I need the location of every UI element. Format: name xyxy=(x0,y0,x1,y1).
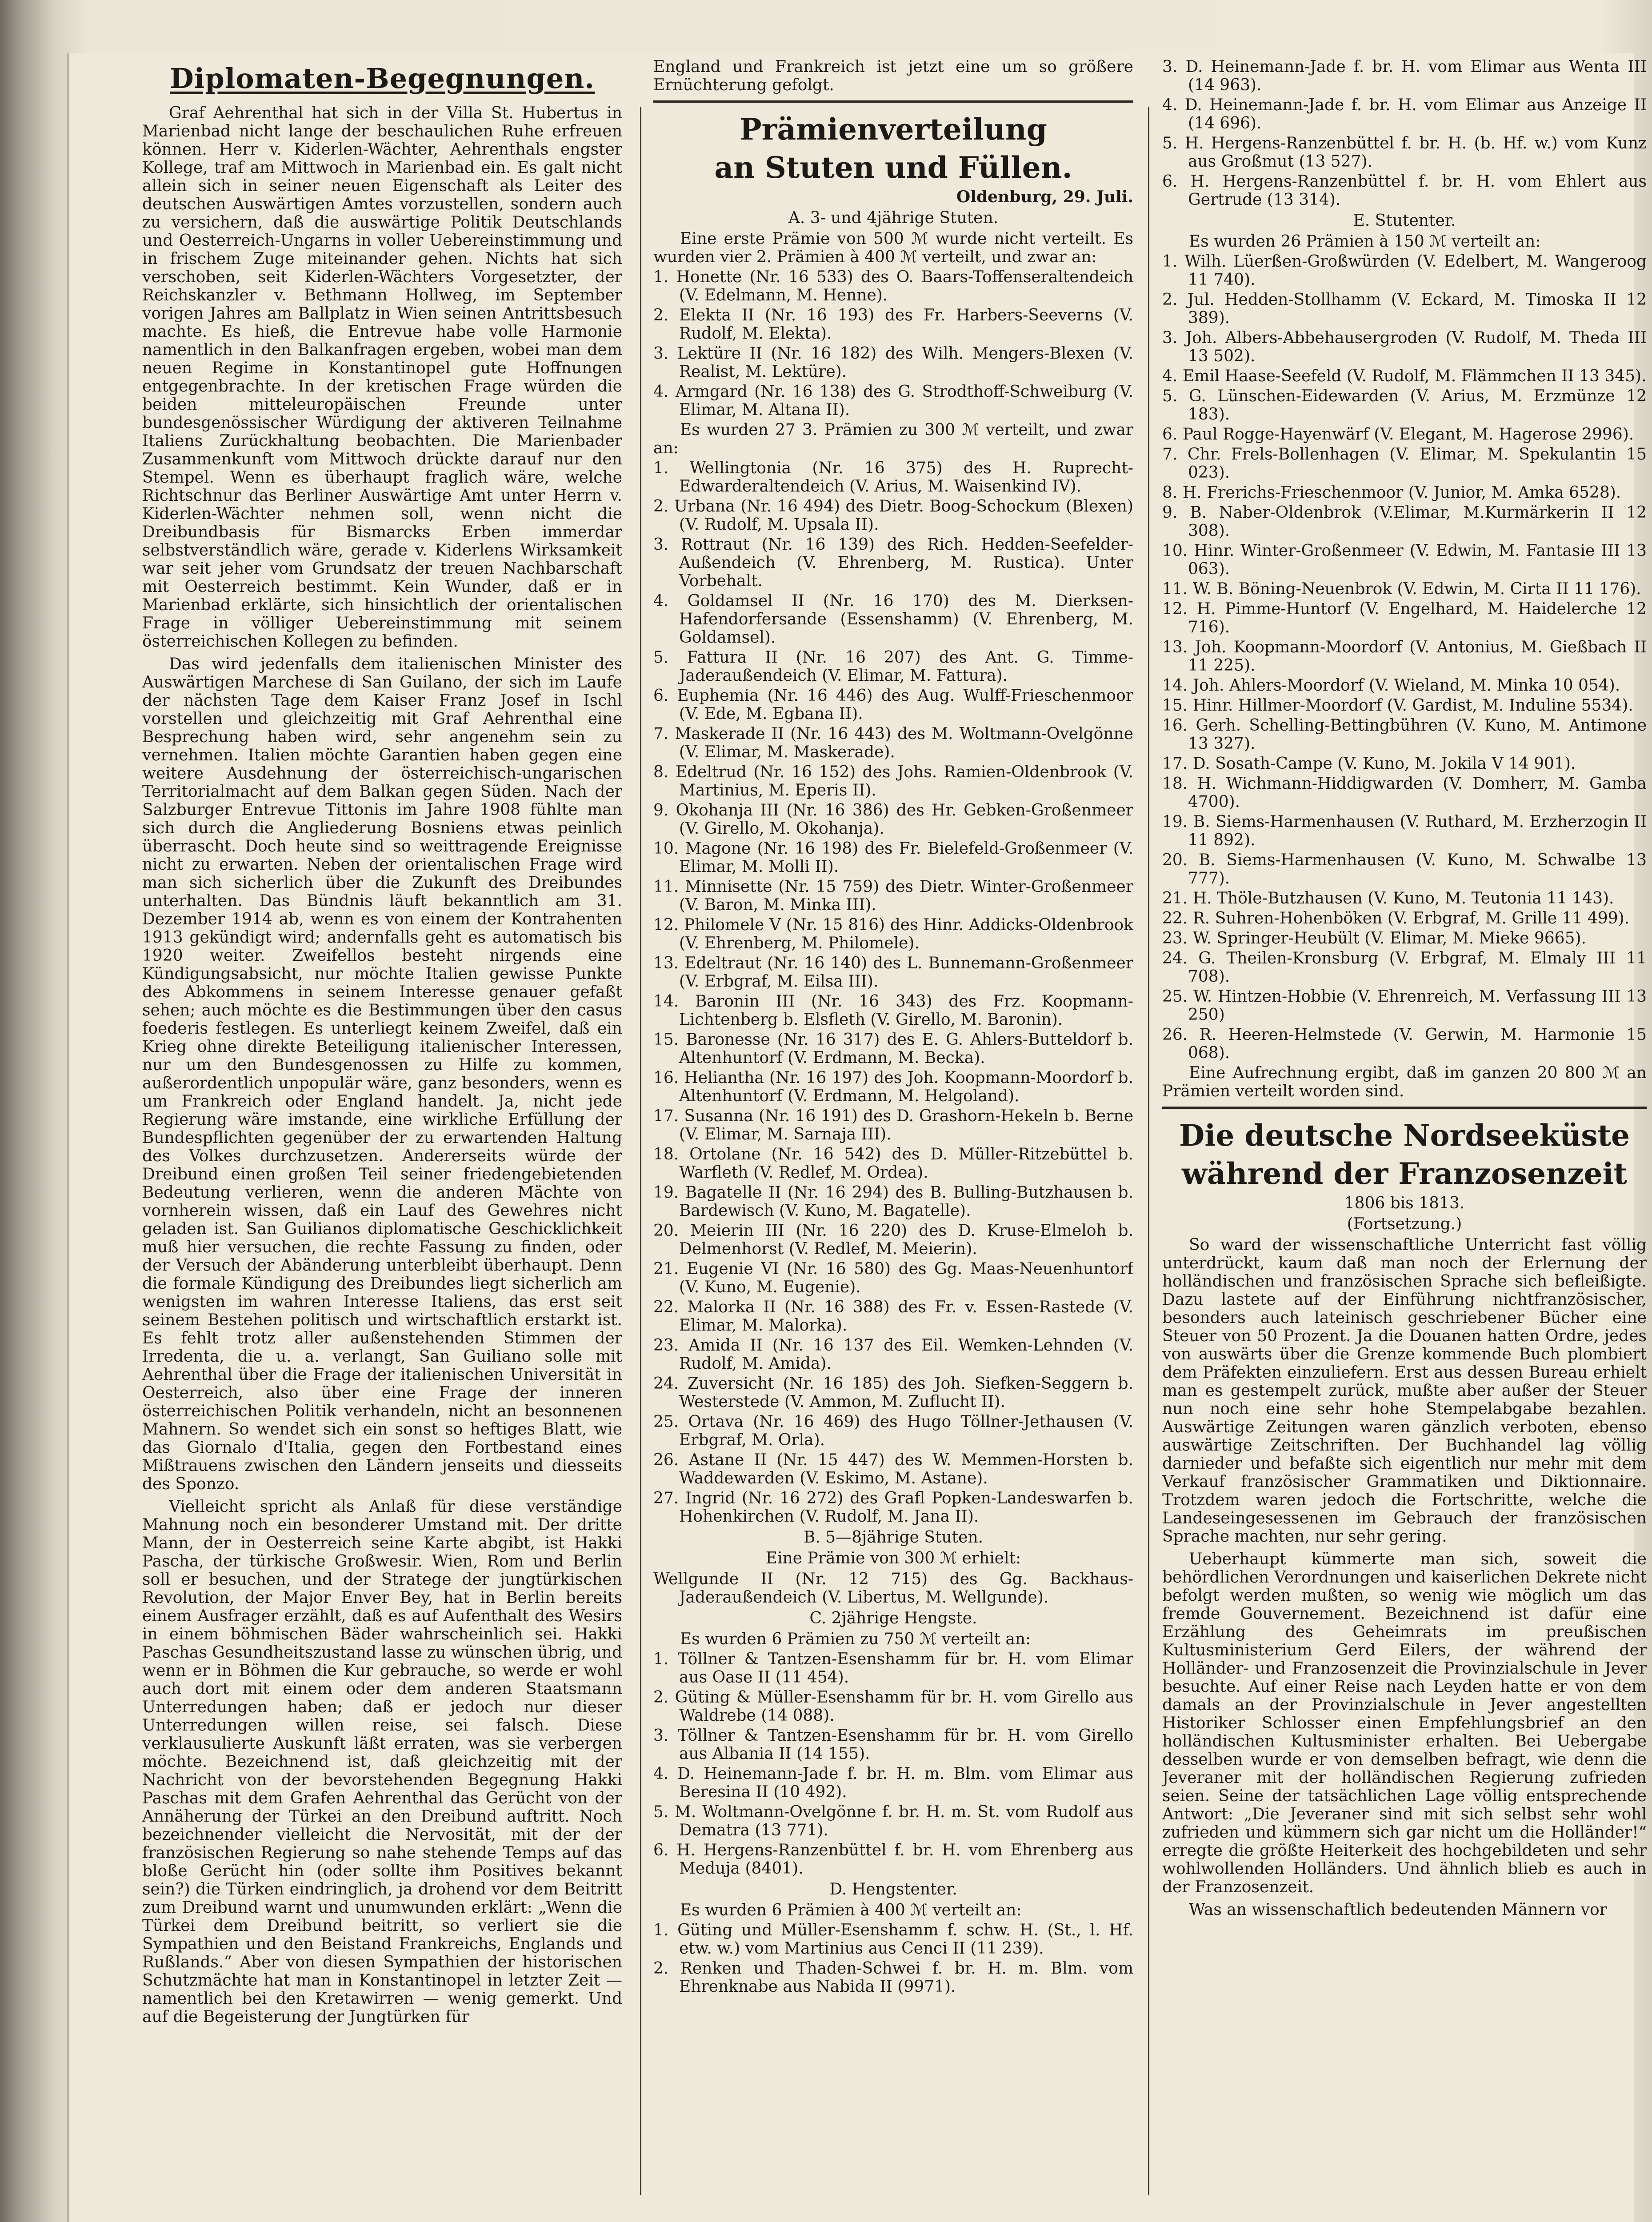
list-item: 6. Paul Rogge-Hayenwärf (V. Elegant, M. Hagerose 2996). xyxy=(1162,425,1634,444)
section-divider xyxy=(653,100,1133,103)
list-item: 3. Joh. Albers-Abbehausergroden (V. Rudolf, M. Theda III 13 502). xyxy=(1162,329,1647,365)
section-intro: Eine Prämie von 300 ℳ erhielt: xyxy=(765,1549,1021,1567)
list-item: 22. Malorka II (Nr. 16 388) des Fr. v. Essen-Rastede (V. Elimar, M. Malorka). xyxy=(653,1298,1133,1335)
article-paragraph: Vielleicht spricht als Anlaß für diese verständige Mahnung noch ein besonderer Umstand mit. Der dritte Mann, der in Oesterreich seine Karte abgibt, ist Hakki Pascha, der türkische Großwesir. Wien, Rom und Berlin soll er besuchen, und der Stratege der jungtürkischen Revolution, der Major Enver Bey, hat in Berlin bereits einem Ausfrager erzählt, daß es auf Aufenthalt des Wesirs in einem böhmischen Bäder wahrscheinlich sei. Hakki Paschas Gesundheitszustand lasse zu wünschen übrig, und wenn er in Böhmen die Kur gebrauche, so werde er wohl auch dort mit einem oder dem anderen Staatsmann Unterredungen haben; daß er jedoch nur dieser Unterredungen willen reise, sei falsch. Diese verklausulierte Auskunft läßt erraten, was sie verbergen möchte. Bezeichnend ist, daß gleichzeitig mit der Nachricht von der bevorstehenden Begegnung Hakki Paschas mit dem Grafen Aehrenthal das Gerücht von der Annäherung der Türkei an den Dreibund auftritt. Noch bezeichnender vielleicht die Nervosität, mit der der französischen Regierung so nahe stehende Temps auf das bloße Gerücht hin (oder sollte ihm Positives bekannt sein?) die Türken eindringlich, ja drohend vor dem Beitritt zum Dreibund warnt und unumwunden erklärt: „Wenn die Türkei dem Dreibund beitritt, so verliert sie die Sympathien und den Beistand Frankreichs, Englands und Rußlands.“ Aber von diesen Sympathien der historischen Schutzmächte hat man in Konstantinopel in letzter Zeit — namentlich bei den Kretawirren — wenig gemerkt. Und auf die Begeisterung der Jungtürken für xyxy=(142,1498,622,2026)
list-item: 3. Rottraut (Nr. 16 139) des Rich. Hedden-Seefelder-Außendeich (V. Ehrenberg, M. Rustica). Unter Vorbehalt. xyxy=(653,536,1133,590)
section-intro: Es wurden 6 Prämien zu 750 ℳ verteilt an: xyxy=(680,1630,1031,1648)
list-item: 5. G. Lünschen-Eidewarden (V. Arius, M. Erzmünze 12 183). xyxy=(1162,387,1647,424)
list-item: 12. H. Pimme-Huntorf (V. Engelhard, M. Haidelerche 12 716). xyxy=(1162,600,1647,636)
list-item: 1. Wilh. Lüerßen-Großwürden (V. Edelbert, M. Wangeroog 11 740). xyxy=(1162,252,1647,289)
list-item: 18. H. Wichmann-Hiddigwarden (V. Domherr, M. Gamba 4700). xyxy=(1162,775,1647,811)
article-title-nordsee-line1: Die deutsche Nordseeküste xyxy=(1179,1118,1630,1153)
section-heading-c: C. 2jährige Hengste. xyxy=(809,1609,977,1627)
article-paragraph: Ueberhaupt kümmerte man sich, soweit die behördlichen Verordnungen und kaiserlichen Dekrete nicht befolgt werden mußten, so wenig wie möglich um das fremde Gouvernement. Bezeichnend ist dafür eine Erzählung des Geheimrats im preußischen Kultusministerium Gerd Eilers, der während der Holländer- und Franzosenzeit die Provinzialschule in Jever besuchte. Auf einer Reise nach Leyden hatte er von dem damals an der Provinzialschule in Jever angestellten Historiker Schlosser einen Empfehlungsbrief an den holländischen Kultusminister erhalten. Bei Uebergabe desselben wurde er von demselben befragt, wie denn die Jeveraner mit der holländischen Regierung zufrieden seien. Seine der tatsächlichen Lage völlig entsprechende Antwort: „Die Jeveraner sind mit sich selbst sehr wohl zufrieden und kümmern sich gar nicht um die Holländer!“ erregte die größte Heiterkeit des hochgebildeten und sehr wohlwollenden Holländers. Und ähnlich blieb es auch in der Franzosenzeit. xyxy=(1162,1550,1647,1896)
list-item: 2. Jul. Hedden-Stollhamm (V. Eckard, M. Timoska II 12 389). xyxy=(1162,291,1647,327)
list-item: 15. Hinr. Hillmer-Moordorf (V. Gardist, M. Induline 5534). xyxy=(1162,696,1633,715)
list-item: 23. Amida II (Nr. 16 137 des Eil. Wemken-Lehnden (V. Rudolf, M. Amida). xyxy=(653,1336,1133,1373)
list-item: Wellgunde II (Nr. 12 715) des Gg. Backhaus-Jaderaußendeich (V. Libertus, M. Wellgunde). xyxy=(653,1570,1133,1607)
article-continuation: England und Frankreich ist jetzt eine um so größere Ernüchterung gefolgt. xyxy=(653,58,1133,94)
list-item: 18. Ortolane (Nr. 16 542) des D. Müller-Ritzebüttel b. Warfleth (V. Redlef, M. Ordea). xyxy=(653,1145,1133,1182)
article-title-diplomaten: Diplomaten-Begegnungen. xyxy=(170,62,595,95)
article-title-praemien-line2: an Stuten und Füllen. xyxy=(714,150,1072,185)
article-title-praemien-line1: Prämienverteilung xyxy=(740,112,1047,147)
article-paragraph: Was an wissenschaftlich bedeutenden Männern vor xyxy=(1189,1901,1607,1919)
list-item: 1. Wellingtonia (Nr. 16 375) des H. Ruprecht-Edwarderaltendeich (V. Arius, M. Waisenkind IV). xyxy=(653,459,1133,496)
list-item: 10. Magone (Nr. 16 198) des Fr. Bielefeld-Großenmeer (V. Elimar, M. Molli II). xyxy=(653,839,1133,876)
list-item: 14. Joh. Ahlers-Moordorf (V. Wieland, M. Minka 10 054). xyxy=(1162,676,1620,695)
list-item: 14. Baronin III (Nr. 16 343) des Frz. Koopmann-Lichtenberg b. Elsfleth (V. Girello, M. Baronin). xyxy=(653,992,1133,1029)
list-item: 17. Susanna (Nr. 16 191) des D. Grashorn-Hekeln b. Berne (V. Elimar, M. Sarnaja III). xyxy=(653,1107,1133,1143)
list-item: 5. M. Woltmann-Ovelgönne f. br. H. m. St. vom Rudolf aus Dematra (13 771). xyxy=(653,1803,1133,1839)
list-item: 4. Armgard (Nr. 16 138) des G. Strodthoff-Schweiburg (V. Elimar, M. Altana II). xyxy=(653,383,1133,419)
list-item: 2. Renken und Thaden-Schwei f. br. H. m. Blm. vom Ehrenknabe aus Nabida II (9971). xyxy=(653,1959,1133,1996)
section-divider xyxy=(1162,1107,1647,1109)
section-intro: Eine erste Prämie von 500 ℳ wurde nicht verteilt. Es wurden vier 2. Prämien à 400 ℳ verteilt, und zwar an: xyxy=(653,230,1133,266)
list-item: 16. Heliantha (Nr. 16 197) des Joh. Koopmann-Moordorf b. Altenhuntorf (V. Erdmann, M. Helgoland). xyxy=(653,1069,1133,1105)
list-item: 2. Güting & Müller-Esenshamm für br. H. vom Girello aus Waldrebe (14 088). xyxy=(653,1688,1133,1725)
list-item: 27. Ingrid (Nr. 16 272) des Grafl Popken-Landeswarfen b. Hohenkirchen (V. Rudolf, M. Jana II). xyxy=(653,1489,1133,1526)
list-item: 15. Baronesse (Nr. 16 317) des E. G. Ahlers-Butteldorf b. Altenhuntorf (V. Erdmann, M. Becka). xyxy=(653,1031,1133,1067)
list-item: 20. Meierin III (Nr. 16 220) des D. Kruse-Elmeloh b. Delmenhorst (V. Redlef, M. Meierin). xyxy=(653,1222,1133,1258)
list-item: 17. D. Sosath-Campe (V. Kuno, M. Jokila V 14 901). xyxy=(1162,755,1576,773)
list-item: 25. W. Hintzen-Hobbie (V. Ehrenreich, M. Verfassung III 13 250) xyxy=(1162,987,1647,1024)
list-item: 9. Okohanja III (Nr. 16 386) des Hr. Gebken-Großenmeer (V. Girello, M. Okohanja). xyxy=(653,801,1133,838)
column-rule-1 xyxy=(640,107,641,2195)
list-item: 26. Astane II (Nr. 15 447) des W. Memmen-Horsten b. Waddewarden (V. Eskimo, M. Astane). xyxy=(653,1451,1133,1487)
list-item: 21. H. Thöle-Butzhausen (V. Kuno, M. Teutonia 11 143). xyxy=(1162,889,1614,907)
prize-total: Eine Aufrechnung ergibt, daß im ganzen 20 800 ℳ an Prämien verteilt worden sind. xyxy=(1162,1064,1647,1100)
section-heading-d: D. Hengstenter. xyxy=(829,1880,957,1898)
article-title-nordsee-line2: während der Franzosenzeit xyxy=(1181,1156,1628,1191)
column-3 xyxy=(1162,58,1647,2213)
list-item: 13. Edeltraut (Nr. 16 140) des L. Bunnemann-Großenmeer (V. Erbgraf, M. Eilsa III). xyxy=(653,954,1133,991)
column-rule-2 xyxy=(1148,107,1149,2195)
section-intro: Es wurden 6 Prämien à 400 ℳ verteilt an: xyxy=(680,1901,1022,1919)
section-intro: Es wurden 27 3. Prämien zu 300 ℳ verteilt, und zwar an: xyxy=(653,421,1133,457)
list-item: 8. H. Frerichs-Frieschenmoor (V. Junior, M. Amka 6528). xyxy=(1162,484,1621,502)
section-heading-e: E. Stutenter. xyxy=(1353,212,1456,230)
list-item: 19. B. Siems-Harmenhausen (V. Ruthard, M. Erzherzogin II 11 892). xyxy=(1162,813,1647,849)
list-item: 4. Goldamsel II (Nr. 16 170) des M. Dierksen-Hafendorfersande (Essenshamm) (V. Ehrenberg, M. Goldamsel). xyxy=(653,592,1133,647)
list-item: 23. W. Springer-Heubült (V. Elimar, M. Mieke 9665). xyxy=(1162,929,1586,947)
list-item: 2. Urbana (Nr. 16 494) des Dietr. Boog-Schockum (Blexen) (V. Rudolf, M. Upsala II). xyxy=(653,497,1133,534)
list-item: 3. Lektüre II (Nr. 16 182) des Wilh. Mengers-Blexen (V. Realist, M. Lektüre). xyxy=(653,344,1133,381)
list-item: 12. Philomele V (Nr. 15 816) des Hinr. Addicks-Oldenbrook (V. Ehrenberg, M. Philomele). xyxy=(653,916,1133,952)
list-item: 7. Maskerade II (Nr. 16 443) des M. Woltmann-Ovelgönne (V. Elimar, M. Maskerade). xyxy=(653,725,1133,761)
list-item: 16. Gerh. Schelling-Bettingbühren (V. Kuno, M. Antimone 13 327). xyxy=(1162,716,1647,753)
list-item: 7. Chr. Frels-Bollenhagen (V. Elimar, M. Spekulantin 15 023). xyxy=(1162,445,1647,482)
list-item: 1. Honette (Nr. 16 533) des O. Baars-Toffenseraltendeich (V. Edelmann, M. Henne). xyxy=(653,268,1133,304)
list-item: 9. B. Naber-Oldenbrok (V.Elimar, M.Kurmärkerin II 12 308). xyxy=(1162,504,1647,540)
list-item: 4. D. Heinemann-Jade f. br. H. m. Blm. vom Elimar aus Beresina II (10 492). xyxy=(653,1765,1133,1801)
section-heading-b: B. 5—8jährige Stuten. xyxy=(803,1528,984,1547)
list-item: 13. Joh. Koopmann-Moordorf (V. Antonius, M. Gießbach II 11 225). xyxy=(1162,638,1647,675)
list-item: 1. Töllner & Tantzen-Esenshamm für br. H. vom Elimar aus Oase II (11 454). xyxy=(653,1650,1133,1686)
list-item: 21. Eugenie VI (Nr. 16 580) des Gg. Maas-Neuenhuntorf (V. Kuno, M. Eugenie). xyxy=(653,1260,1133,1296)
list-item: 5. H. Hergens-Ranzenbüttel f. br. H. (b. Hf. w.) vom Kunz aus Großmut (13 527). xyxy=(1162,134,1647,171)
article-paragraph: Das wird jedenfalls dem italienischen Minister des Auswärtigen Marchese di San Guilano, der sich im Laufe der nächsten Tage dem Kaiser Franz Josef in Ischl vorstellen und gleichzeitig mit Graf Aehrenthal eine Besprechung haben wird, sehr angenehm sein zu vernehmen. Italien möchte Garantien haben gegen eine weitere Ausdehnung der österreichisch-ungarischen Territorialmacht auf dem Balkan gegen Süden. Nach der Salzburger Entrevue Tittonis im Jahre 1908 fühlte man sich durch die Angliederung Bosniens etwas peinlich überrascht. Doch heute sind so weittragende Ereignisse nicht zu erwarten. Neben der orientalischen Frage wird man sich sicherlich über die Zukunft des Dreibundes unterhalten. Das Bündnis läuft bekanntlich am 31. Dezember 1914 ab, wenn es von einem der Kontrahenten 1913 gekündigt wird; andernfalls geht es automatisch bis 1920 weiter. Zweifellos besteht nirgends eine Kündigungsabsicht, nur möchte Italien gewisse Punkte des Abkommens in seinem Interesse genauer gefaßt sehen; auch möchte es die Bestimmungen über den casus foederis festlegen. Es unterliegt keinem Zweifel, daß ein Krieg ohne direkte Beteiligung italienischer Interessen, nur um den Bundesgenossen zu Hilfe zu kommen, außerordentlich unpopulär wäre, ganz besonders, wenn es um Frankreich oder England handelt. Ja, nicht jede Regierung wäre imstande, eine wirkliche Erfüllung der Bundespflichten gegenüber der zu erwartenden Haltung des Volkes durchzusetzen. Andererseits würde der Dreibund einen großen Teil seiner friedengebietenden Bedeutung verlieren, wenn die anderen Mächte von vornherein wissen, daß ein Lauf des Gewehres nicht geladen ist. San Guilianos diplomatische Geschicklichkeit muß hier versuchen, die rechte Fassung zu finden, oder der Versuch der Abänderung unterbleibt überhaupt. Denn die formale Kündigung des Dreibundes liegt sicherlich am wenigsten im wahren Interesse Italiens, das erst seit seinem Bestehen politisch und wirtschaftlich erstarkt ist. Es fehlt trotz aller außenstehenden Stimmen der Irredenta, die u. a. verlangt, San Guiliano solle mit Aehrenthal über die Frage der italienischen Universität in Oesterreich, also über eine Frage der inneren österreichischen Politik verhandeln, nicht an besonnenen Mahnern. So wendet sich ein sonst so heftiges Blatt, wie das Giornalo d'Italia, gegen den Fortbestand eines Mißtrauens zwischen den Ländern jenseits und diesseits des Sponzo. xyxy=(142,655,622,1493)
article-subtitle: (Fortsetzung.) xyxy=(1347,1215,1462,1233)
article-years: 1806 bis 1813. xyxy=(1344,1194,1465,1212)
column-1 xyxy=(142,58,622,2213)
list-item: 26. R. Heeren-Helmstede (V. Gerwin, M. Harmonie 15 068). xyxy=(1162,1026,1647,1062)
article-paragraph: Graf Aehrenthal hat sich in der Villa St. Hubertus in Marienbad nicht lange der beschaulichen Ruhe erfreuen können. Herr v. Kiderlen-Wächter, Aehrenthals engster Kollege, traf am Mittwoch in Marienbad ein. Es galt nicht allein sich in seiner neuen Eigenschaft als Leiter des deutschen Auswärtigen Amtes vorzustellen, sondern auch zu versichern, daß die auswärtige Politik Deutschlands und Oesterreich-Ungarns in voller Uebereinstimmung und in frischem Zuge miteinander gehen. Nichts hat sich verschoben, seit Kiderlen-Wächters Vorgesetzter, der Reichskanzler v. Bethmann Hollweg, im September vorigen Jahres am Ballplatz in Wien seinen Antrittsbesuch machte. Es hieß, die Entrevue habe volle Harmonie namentlich in den Balkanfragen ergeben, wobei man dem neuen Regime in Konstantinopel gute Hoffnungen entgegenbrachte. In der kretischen Frage würden die beiden mitteleuropäischen Freunde unter bundesgenössischer Würdigung der aktiveren Teilnahme Italiens Zurückhaltung beobachten. Die Marienbader Zusammenkunft vom Mittwoch drückte darauf nur den Stempel. Wenn es überhaupt fraglich wäre, welche Richtschnur das Berliner Auswärtige Amt unter Herrn v. Kiderlen-Wächter nehmen soll, wenn nicht die Dreibundbasis für Bismarcks Erben immerdar selbstverständlich wäre, gerade v. Kiderlens Wirksamkeit war seit jeher vom Grundsatz der treuen Nachbarschaft mit Oesterreich bestimmt. Kein Wunder, daß er in Marienbad erklärte, sich hinsichtlich der orientalischen Frage in völliger Uebereinstimmung mit seinem österreichischen Kollegen zu befinden. xyxy=(142,104,622,651)
list-item: 19. Bagatelle II (Nr. 16 294) des B. Bulling-Butzhausen b. Bardewisch (V. Kuno, M. Bagatelle). xyxy=(653,1183,1133,1220)
article-paragraph: So ward der wissenschaftliche Unterricht fast völlig unterdrückt, kaum daß man noch der Erlernung der holländischen und französischen Sprache sich befleißigte. Dazu lastete auf der Einführung nichtfranzösischer, besonders auch lateinisch geschriebener Bücher eine Steuer von 50 Prozent. Ja die Douanen hatten Ordre, jedes von auswärts über die Grenze kommende Buch plombiert dem Präfekten einzuliefern. Erst aus dessen Bureau erhielt man es gestempelt zurück, mußte aber außer der Steuer nun noch eine sehr hohe Stempelabgabe bezahlen. Auswärtige Zeitungen waren gänzlich verboten, ebenso auswärtige Zeitschriften. Der Buchhandel lag völlig darnieder und befaßte sich eigentlich nur mehr mit dem Verkauf französischer Grammatiken und Diktionnaire. Trotzdem waren jedoch die Fortschritte, welche die Landeseingesessenen im Gebrauch der französischen Sprache machten, nur sehr gering. xyxy=(1162,1236,1647,1546)
list-item: 1. Güting und Müller-Esenshamm f. schw. H. (St., l. Hf. etw. w.) vom Martinius aus Cenci II (11 239). xyxy=(653,1921,1133,1958)
section-intro: Es wurden 26 Prämien à 150 ℳ verteilt an: xyxy=(1189,232,1541,251)
list-item: 3. Töllner & Tantzen-Esenshamm für br. H. vom Girello aus Albania II (14 155). xyxy=(653,1726,1133,1763)
list-item: 4. Emil Haase-Seefeld (V. Rudolf, M. Flämmchen II 13 345). xyxy=(1162,367,1647,385)
column-2 xyxy=(653,58,1133,2213)
list-item: 4. D. Heinemann-Jade f. br. H. vom Elimar aus Anzeige II (14 696). xyxy=(1162,96,1647,132)
section-heading-a: A. 3- und 4jährige Stuten. xyxy=(788,209,999,227)
list-item: 6. H. Hergens-Ranzenbüttel f. br. H. vom Ehlert aus Gertrude (13 314). xyxy=(1162,172,1647,209)
list-item: 8. Edeltrud (Nr. 16 152) des Johs. Ramien-Oldenbrook (V. Martinius, M. Eperis II). xyxy=(653,763,1133,799)
list-item: 6. H. Hergens-Ranzenbüttel f. br. H. vom Ehrenberg aus Meduja (8401). xyxy=(653,1841,1133,1878)
list-item: 6. Euphemia (Nr. 16 446) des Aug. Wulff-Frieschenmoor (V. Ede, M. Egbana II). xyxy=(653,687,1133,723)
list-item: 10. Hinr. Winter-Großenmeer (V. Edwin, M. Fantasie III 13 063). xyxy=(1162,542,1647,578)
dateline: Oldenburg, 29. Juli. xyxy=(956,188,1133,206)
list-item: 11. Minnisette (Nr. 15 759) des Dietr. Winter-Großenmeer (V. Baron, M. Minka III). xyxy=(653,878,1133,914)
list-item: 3. D. Heinemann-Jade f. br. H. vom Elimar aus Wenta III (14 963). xyxy=(1162,58,1647,94)
list-item: 11. W. B. Böning-Neuenbrok (V. Edwin, M. Cirta II 11 176). xyxy=(1162,580,1641,598)
list-item: 22. R. Suhren-Hohenböken (V. Erbgraf, M. Grille 11 499). xyxy=(1162,909,1630,927)
list-item: 24. Zuversicht (Nr. 16 185) des Joh. Siefken-Seggern b. Westerstede (V. Ammon, M. Zuflucht II). xyxy=(653,1375,1133,1411)
list-item: 25. Ortava (Nr. 16 469) des Hugo Töllner-Jethausen (V. Erbgraf, M. Orla). xyxy=(653,1413,1133,1449)
list-item: 20. B. Siems-Harmenhausen (V. Kuno, M. Schwalbe 13 777). xyxy=(1162,851,1647,887)
list-item: 24. G. Theilen-Kronsburg (V. Erbgraf, M. Elmaly III 11 708). xyxy=(1162,949,1647,986)
list-item: 5. Fattura II (Nr. 16 207) des Ant. G. Timme-Jaderaußendeich (V. Elimar, M. Fattura). xyxy=(653,648,1133,685)
list-item: 2. Elekta II (Nr. 16 193) des Fr. Harbers-Seeverns (V. Rudolf, M. Elekta). xyxy=(653,306,1133,343)
